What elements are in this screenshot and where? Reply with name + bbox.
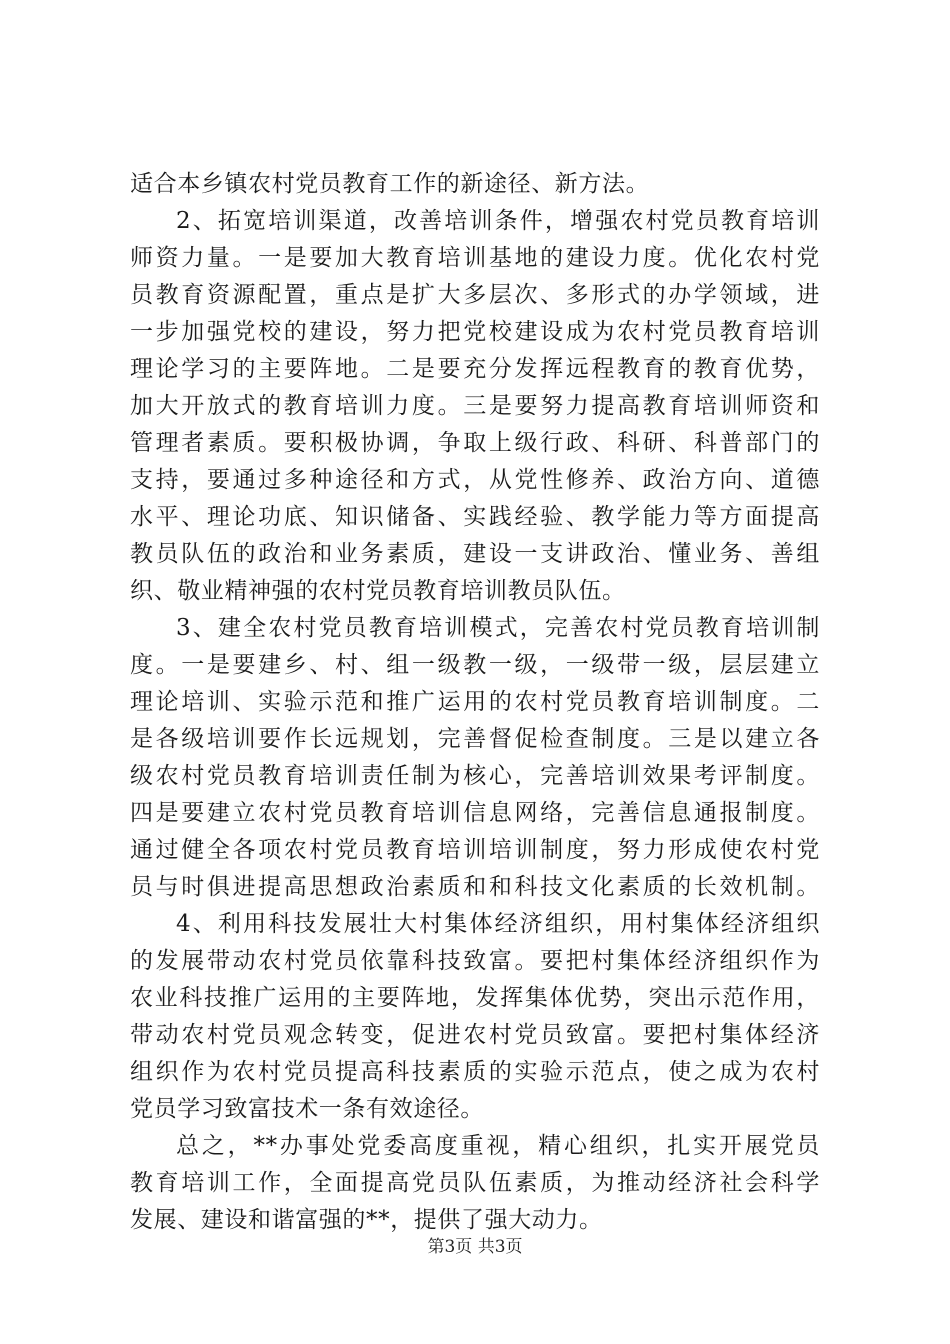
text-line: 织、敬业精神强的农村党员教育培训教员队伍。 — [130, 578, 626, 604]
text-line: 带动农村党员观念转变，促进农村党员致富。要把村集体经济 — [130, 1022, 820, 1048]
text-line: 党员学习致富技术一条有效途径。 — [130, 1096, 484, 1122]
document-body — [130, 166, 820, 1239]
text-line: 组织作为农村党员提高科技素质的实验示范点，使之成为农村 — [130, 1059, 820, 1085]
text-line: 教育培训工作，全面提高党员队伍素质，为推动经济社会科学 — [130, 1170, 820, 1196]
text-line: 加大开放式的教育培训力度。三是要努力提高教育培训师资和 — [130, 393, 820, 419]
text-line: 一步加强党校的建设，努力把党校建设成为农村党员教育培训 — [130, 319, 820, 345]
text-line: 理论培训、实验示范和推广运用的农村党员教育培训制度。二 — [130, 689, 820, 715]
text-line: 通过健全各项农村党员教育培训培训制度，努力形成使农村党 — [130, 837, 820, 863]
text-line: 四是要建立农村党员教育培训信息网络，完善信息通报制度。 — [130, 800, 820, 826]
text-line: 教员队伍的政治和业务素质，建设一支讲政治、懂业务、善组 — [130, 541, 820, 567]
text-line: 是各级培训要作长远规划，完善督促检查制度。三是以建立各 — [130, 726, 820, 752]
text-line: 2、拓宽培训渠道，改善培训条件，增强农村党员教育培训 — [176, 208, 820, 234]
text-line: 理论学习的主要阵地。二是要充分发挥远程教育的教育优势， — [130, 356, 820, 382]
text-line: 适合本乡镇农村党员教育工作的新途径、新方法。 — [130, 171, 650, 197]
text-line: 农业科技推广运用的主要阵地，发挥集体优势，突出示范作用， — [130, 985, 820, 1011]
text-line: 师资力量。一是要加大教育培训基地的建设力度。优化农村党 — [130, 245, 820, 271]
page-footer: 第3页 共3页 — [427, 1237, 523, 1257]
text-line: 度。一是要建乡、村、组一级教一级，一级带一级，层层建立 — [130, 652, 820, 678]
text-line: 水平、理论功底、知识储备、实践经验、教学能力等方面提高 — [130, 504, 820, 530]
text-line: 支持，要通过多种途径和方式，从党性修养、政治方向、道德 — [130, 467, 820, 493]
text-line: 员教育资源配置，重点是扩大多层次、多形式的办学领域，进 — [130, 282, 820, 308]
text-line: 级农村党员教育培训责任制为核心，完善培训效果考评制度。 — [130, 763, 820, 789]
text-line: 员与时俱进提高思想政治素质和和科技文化素质的长效机制。 — [130, 874, 820, 900]
text-line: 管理者素质。要积极协调，争取上级行政、科研、科普部门的 — [130, 430, 820, 456]
text-line: 总之，**办事处党委高度重视，精心组织，扎实开展党员 — [176, 1133, 820, 1159]
text-line: 的发展带动农村党员依靠科技致富。要把村集体经济组织作为 — [130, 948, 820, 974]
text-line: 4、利用科技发展壮大村集体经济组织，用村集体经济组织 — [176, 911, 820, 937]
text-line: 3、建全农村党员教育培训模式，完善农村党员教育培训制 — [176, 615, 820, 641]
text-line: 发展、建设和谐富强的**，提供了强大动力。 — [130, 1207, 603, 1233]
